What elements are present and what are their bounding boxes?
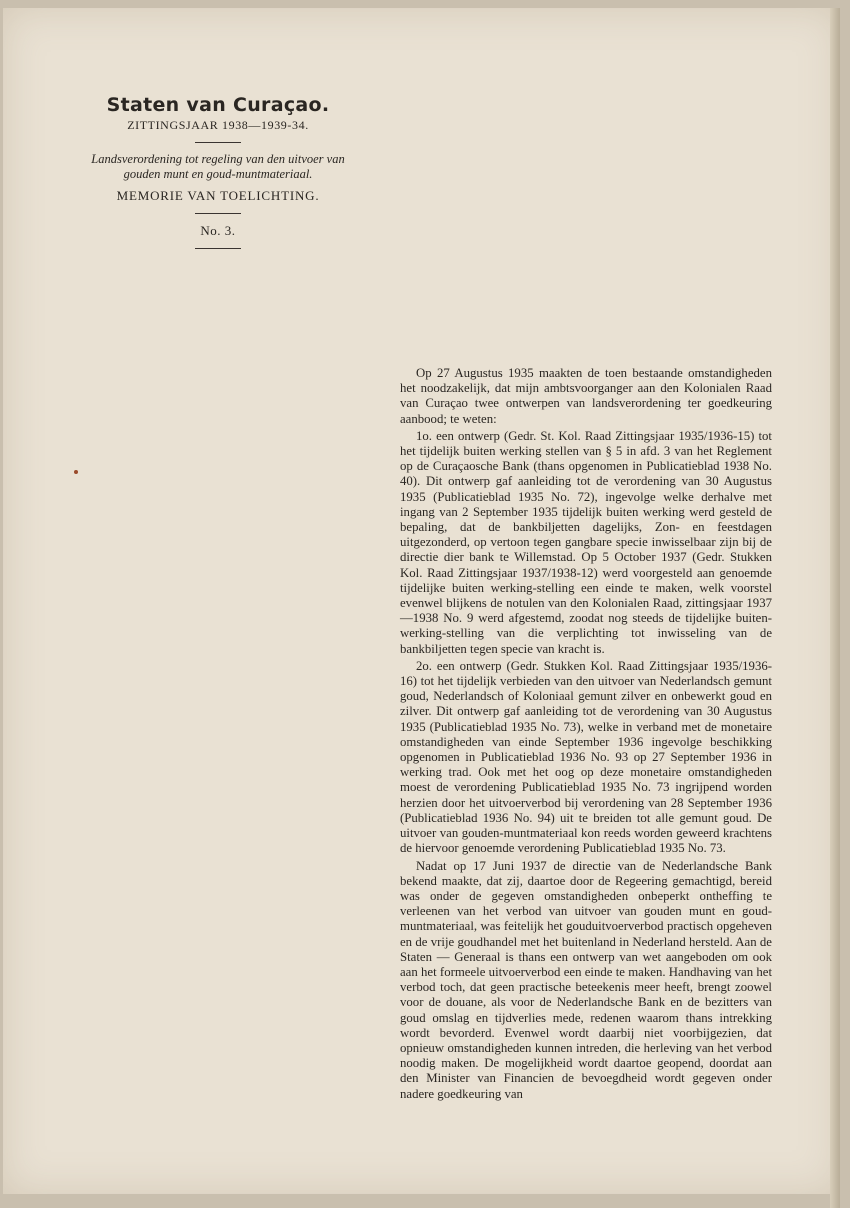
body-paragraph: 2o. een ontwerp (Gedr. Stukken Kol. Raad Zittingsjaar 1935/1936-16) tot het tijdelijk verbieden van den uitvoer van Nederlandsch gemunt goud, Nederlandsch of Koloniaal gemunt zilver en onbewerkt goud en zilver. Dit ontwerp gaf aanleiding tot de verordening van 30 Augustus 1935 (Publicatieblad 1935 No. 73), welke in verband met de monetaire omstandigheden van einde September 1936 ingevolge beschikking opgenomen in Publicatieblad 1936 No. 93 op 27 September 1936 in werking trad. Ook met het oog op deze monetaire omstandigheden moest de verordening Publicatieblad 1935 No. 73 ingrijpend worden herzien door het uitvoerverbod bij verordening van 28 September 1936 (Publicatieblad 1936 No. 94) uit te breiden tot alle gemunt goud. De uitvoer van gouden-muntmateriaal kon reeds worden geweerd krachtens de hiervoor genoemde verordening Publicatieblad 1935 No. 73. bbox=[400, 658, 772, 856]
page-edge-shadow bbox=[830, 8, 840, 1208]
divider bbox=[195, 248, 241, 249]
body-paragraph: 1o. een ontwerp (Gedr. St. Kol. Raad Zittingsjaar 1935/1936-15) tot het tijdelijk buiten werking stellen van § 5 in afd. 3 van het Reglement op de Curaçaosche Bank (thans opgenomen in Publicatieblad 1938 No. 40). Dit ontwerp gaf aanleiding tot de verordening van 30 Augustus 1935 (Publicatieblad 1935 No. 72), ingevolge welke derhalve met ingang van 2 September 1935 tijdelijk buiten werking werd gesteld de bepaling, dat de bankbiljetten dagelijks, Zon- en feestdagen uitgezonderd, op vertoon tegen gangbare specie inwisselbaar zijn bij de directie dier bank te Willemstad. Op 5 October 1937 (Gedr. Stukken Kol. Raad Zittingsjaar 1937/1938-12) werd voorgesteld aan genoemde tijdelijke buiten werking-stelling een einde te maken, welk voorstel evenwel blijkens de notulen van den Kolonialen Raad, zittingsjaar 1937—1938 No. 9 werd afgestemd, zoodat nog steeds de tijdelijke buiten-werking-stelling van die verplichting tot inwisseling van de bankbiljetten tegen specie van kracht is. bbox=[400, 428, 772, 656]
document-number: No. 3. bbox=[200, 223, 236, 238]
body-paragraph: Nadat op 17 Juni 1937 de directie van de Nederlandsche Bank bekend maakte, dat zij, daartoe door de Regeering gemachtigd, bereid was onder de gegeven omstandigheden onbeperkt ontheffing te verleenen van het verbod van uitvoer van gouden munt en goud-muntmateriaal, was feitelijk het gouduitvoerverbod practisch opgeheven en de vrije goudhandel met het buitenland in Nederland hersteld. Aan de Staten — Generaal is thans een ontwerp van wet aangeboden om ook aan het formeele uitvoerverbod een einde te maken. Handhaving van het verbod toch, dat geen practische beteekenis meer heeft, brengt zoowel voor de douane, als voor de Nederlandsche Bank en de bezitters van goud omslag en tijdverlies mede, redenen waarom thans intrekking wordt bevorderd. Evenwel wordt daarbij niet voorbijgezien, dat opnieuw omstandigheden kunnen intreden, die herleving van het verbod noodig maken. De mogelijkheid wordt daartoe geopend, doordat aan den Minister van Financien de bevoegdheid wordt gegeven onder nadere goedkeuring van bbox=[400, 858, 772, 1101]
ink-spot bbox=[74, 470, 78, 474]
session-year: ZITTINGSJAAR 1938—1939-34. bbox=[127, 118, 309, 132]
document-header bbox=[73, 94, 363, 258]
document-page bbox=[3, 8, 840, 1194]
divider bbox=[195, 142, 241, 143]
body-paragraph: Op 27 Augustus 1935 maakten de toen bestaande omstandigheden het noodzakelijk, dat mijn ambtsvoorganger aan den Kolonialen Raad van Curaçao twee ontwerpen van landsverordening ter goedkeuring aanbood; te weten: bbox=[400, 366, 772, 426]
divider bbox=[195, 213, 241, 214]
memo-body bbox=[400, 366, 772, 1104]
document-title: Staten van Curaçao. bbox=[106, 94, 330, 116]
ordinance-subject: Landsverordening tot regeling van den uitvoer van gouden munt en goud-muntmateriaal. bbox=[91, 152, 345, 181]
memo-heading: MEMORIE VAN TOELICHTING. bbox=[116, 188, 320, 203]
